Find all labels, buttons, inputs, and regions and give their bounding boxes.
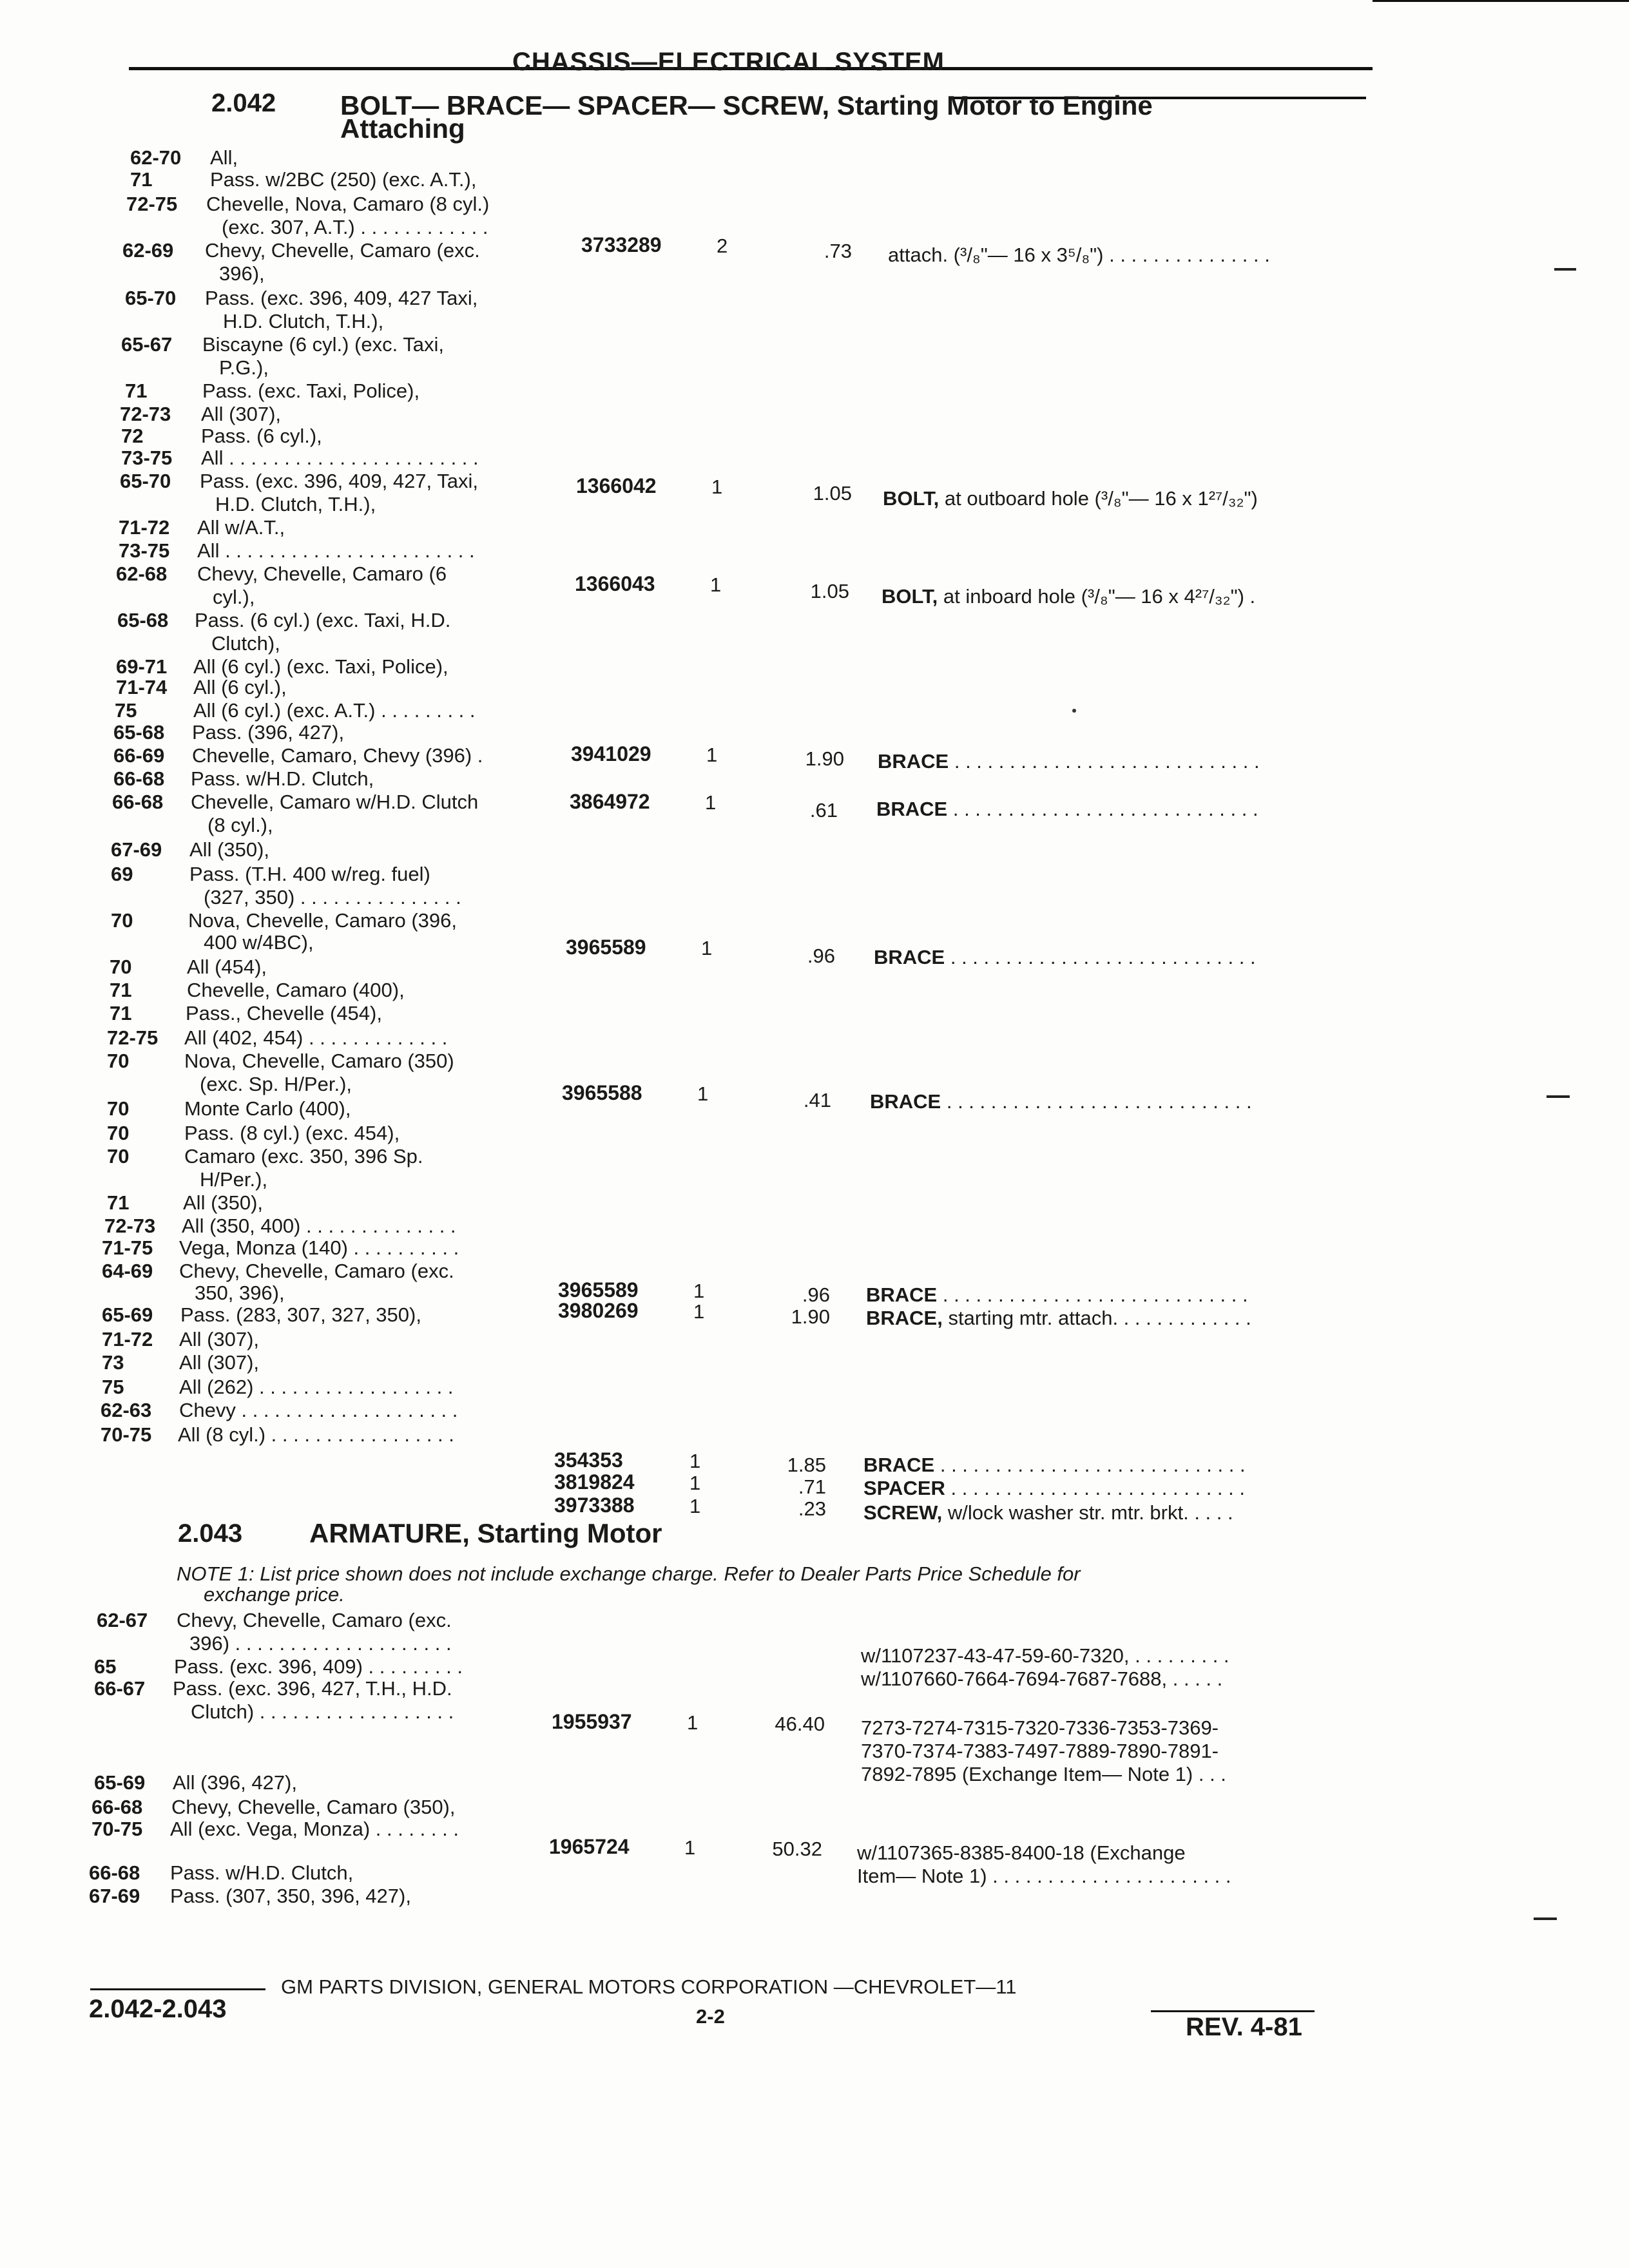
model-year: 73-75 bbox=[119, 539, 170, 562]
part-number: 3980269 bbox=[558, 1299, 639, 1322]
quantity: 1 bbox=[705, 791, 717, 814]
part-detail: . . . . . . . . . . . . . . . . . . . . . . . . . . . . bbox=[934, 1454, 1246, 1476]
part-detail: w/lock washer str. mtr. brkt. . . . . bbox=[942, 1501, 1233, 1524]
footer-rule-left bbox=[90, 1988, 265, 1990]
model-year: 65-67 bbox=[121, 333, 173, 356]
application-text: H.D. Clutch, T.H.), bbox=[215, 493, 376, 515]
application-text: Pass. w/H.D. Clutch, bbox=[170, 1861, 354, 1884]
section-title-2043: ARMATURE, Starting Motor bbox=[309, 1518, 662, 1548]
part-description bbox=[866, 1307, 1251, 1330]
part-description bbox=[882, 585, 1255, 608]
part-detail: starting mtr. attach. . . . . . . . . . . . . bbox=[942, 1307, 1251, 1329]
model-year: 73 bbox=[102, 1351, 124, 1374]
quantity: 1 bbox=[706, 744, 718, 766]
part-name: SPACER bbox=[863, 1477, 945, 1499]
application-text: Chevelle, Nova, Camaro (8 cyl.) bbox=[206, 193, 490, 215]
application-text: Clutch), bbox=[211, 632, 280, 655]
quantity: 1 bbox=[697, 1082, 709, 1105]
quantity: 1 bbox=[701, 937, 713, 959]
list-price: .71 bbox=[798, 1475, 826, 1498]
part-name: SCREW, bbox=[863, 1501, 943, 1524]
part-description bbox=[874, 946, 1256, 969]
section-number-2042: 2.042 bbox=[211, 89, 276, 117]
quantity: 1 bbox=[687, 1711, 699, 1734]
application-text: Pass. (exc. 396, 409, 427 Taxi, bbox=[205, 287, 478, 309]
list-price: 1.05 bbox=[813, 482, 852, 505]
application-text: 400 w/4BC), bbox=[204, 931, 314, 954]
part-description bbox=[876, 798, 1258, 821]
application-text: Chevy, Chevelle, Camaro (exc. bbox=[177, 1609, 452, 1631]
model-year: 71 bbox=[110, 1002, 132, 1024]
application-text: H.D. Clutch, T.H.), bbox=[223, 310, 384, 332]
part-detail: . . . . . . . . . . . . . . . . . . . . . . . . . . . . bbox=[949, 750, 1260, 773]
application-text: All (350), bbox=[189, 838, 270, 861]
margin-mark-2 bbox=[1547, 1095, 1570, 1098]
model-year: 67-69 bbox=[89, 1885, 140, 1907]
quantity: 1 bbox=[684, 1836, 696, 1859]
part-description bbox=[878, 750, 1260, 773]
model-year: 69 bbox=[111, 863, 133, 885]
application-text: All (6 cyl.) (exc. A.T.) . . . . . . . . . bbox=[193, 699, 476, 722]
application-text: Nova, Chevelle, Camaro (350) bbox=[184, 1050, 454, 1072]
quantity: 1 bbox=[711, 476, 723, 498]
application-text: Pass. w/H.D. Clutch, bbox=[191, 767, 374, 790]
note-line2: exchange price. bbox=[204, 1583, 345, 1606]
list-price: .23 bbox=[798, 1497, 826, 1520]
application-text: Chevelle, Camaro (400), bbox=[187, 979, 405, 1001]
application-text: All (exc. Vega, Monza) . . . . . . . . bbox=[170, 1818, 459, 1840]
model-year: 65-68 bbox=[117, 609, 169, 631]
application-text: H/Per.), bbox=[200, 1168, 268, 1191]
list-price: 1.05 bbox=[810, 580, 849, 602]
model-year: 71 bbox=[130, 168, 153, 191]
model-year: 72-75 bbox=[107, 1026, 159, 1049]
section-number-2043: 2.043 bbox=[178, 1519, 243, 1548]
part-detail: at outboard hole (³/₈"— 16 x 1²⁷/₃₂") bbox=[939, 487, 1258, 510]
model-year: 70-75 bbox=[101, 1423, 152, 1446]
part-description bbox=[870, 1090, 1252, 1113]
application-text: Monte Carlo (400), bbox=[184, 1097, 351, 1120]
part-detail: attach. (³/₈"— 16 x 3⁵/₈") . . . . . . . . . . . . . . . bbox=[888, 244, 1270, 266]
model-year: 70 bbox=[107, 1097, 130, 1120]
footer-page-number: 2-2 bbox=[696, 2005, 725, 2028]
model-year: 71-72 bbox=[119, 516, 170, 539]
application-text: All, bbox=[210, 146, 238, 169]
model-year: 66-67 bbox=[94, 1677, 146, 1700]
margin-mark-1 bbox=[1554, 268, 1576, 271]
list-price: .41 bbox=[803, 1089, 831, 1111]
application-text: cyl.), bbox=[213, 586, 255, 608]
model-year: 66-68 bbox=[113, 767, 165, 790]
model-year: 62-68 bbox=[116, 562, 168, 585]
application-text: All (350, 400) . . . . . . . . . . . . . . bbox=[182, 1215, 456, 1237]
part-detail: . . . . . . . . . . . . . . . . . . . . . . . . . . . . bbox=[947, 798, 1258, 820]
model-year: 75 bbox=[115, 699, 137, 722]
section-title-line1: BOLT— BRACE— SPACER— SCREW, Starting Motor to Engine bbox=[340, 90, 1153, 120]
part-description bbox=[863, 1477, 1245, 1500]
part-number: 3941029 bbox=[571, 742, 651, 765]
application-text: 350, 396), bbox=[195, 1282, 285, 1304]
application-text: 396) . . . . . . . . . . . . . . . . . . . . bbox=[189, 1632, 452, 1655]
model-year: 70 bbox=[107, 1050, 130, 1072]
model-year: 71-75 bbox=[102, 1236, 153, 1259]
application-text: All . . . . . . . . . . . . . . . . . . . . . . . bbox=[197, 539, 475, 562]
part-description: w/1107365-8385-8400-18 (Exchange bbox=[857, 1841, 1186, 1864]
part-description: w/1107237-43-47-59-60-7320, . . . . . . . . . bbox=[861, 1644, 1229, 1667]
application-text: Chevy, Chevelle, Camaro (exc. bbox=[205, 239, 480, 262]
part-number: 1955937 bbox=[552, 1710, 632, 1733]
list-price: 46.40 bbox=[775, 1713, 825, 1735]
part-description bbox=[888, 244, 1270, 267]
model-year: 70 bbox=[107, 1145, 130, 1168]
application-text: Pass. (T.H. 400 w/reg. fuel) bbox=[189, 863, 430, 885]
part-number: 3864972 bbox=[570, 790, 650, 813]
model-year: 72-73 bbox=[120, 403, 171, 425]
model-year: 71-72 bbox=[102, 1328, 153, 1350]
part-description bbox=[863, 1501, 1233, 1524]
part-number: 1366042 bbox=[576, 474, 657, 497]
application-text: Pass. (exc. Taxi, Police), bbox=[202, 380, 420, 402]
application-text: Pass. (6 cyl.), bbox=[201, 425, 322, 447]
list-price: .61 bbox=[809, 799, 838, 822]
part-number: 3733289 bbox=[581, 233, 662, 256]
application-text: (8 cyl.), bbox=[207, 814, 273, 836]
part-number: 3965589 bbox=[558, 1278, 639, 1302]
application-text: Pass., Chevelle (454), bbox=[186, 1002, 382, 1024]
model-year: 71-74 bbox=[116, 676, 168, 698]
application-text: All (307), bbox=[179, 1328, 260, 1350]
quantity: 1 bbox=[689, 1472, 701, 1494]
model-year: 62-69 bbox=[122, 239, 174, 262]
application-text: Vega, Monza (140) . . . . . . . . . . bbox=[179, 1236, 459, 1259]
part-description bbox=[863, 1454, 1246, 1477]
application-text: All (307), bbox=[201, 403, 282, 425]
list-price: .96 bbox=[807, 945, 835, 967]
part-number: 3973388 bbox=[554, 1494, 635, 1517]
part-name: BRACE, bbox=[866, 1307, 943, 1329]
application-text: Pass. (283, 307, 327, 350), bbox=[180, 1303, 421, 1326]
footer-rule-right bbox=[1151, 2010, 1315, 2012]
application-text: All (396, 427), bbox=[173, 1771, 297, 1794]
application-text: 396), bbox=[219, 262, 265, 285]
part-name: BRACE bbox=[863, 1454, 935, 1476]
part-name: BOLT, bbox=[882, 585, 938, 608]
model-year: 65-69 bbox=[102, 1303, 153, 1326]
application-text: Chevelle, Camaro w/H.D. Clutch bbox=[191, 791, 479, 813]
model-year: 65-68 bbox=[113, 721, 165, 744]
application-text: All (6 cyl.), bbox=[193, 676, 287, 698]
part-name: BRACE bbox=[876, 798, 948, 820]
section-title-2042 bbox=[340, 90, 1153, 144]
part-detail: at inboard hole (³/₈"— 16 x 4²⁷/₃₂") . bbox=[938, 585, 1256, 608]
list-price: 1.90 bbox=[805, 747, 844, 770]
model-year: 71 bbox=[110, 979, 132, 1001]
model-year: 64-69 bbox=[102, 1260, 153, 1282]
application-text: Pass. (8 cyl.) (exc. 454), bbox=[184, 1122, 400, 1144]
model-year: 69-71 bbox=[116, 655, 168, 678]
part-number: 354353 bbox=[554, 1448, 623, 1472]
speck-mark bbox=[1072, 709, 1076, 713]
application-text: Chevelle, Camaro, Chevy (396) . bbox=[192, 744, 483, 767]
list-price: 1.85 bbox=[787, 1454, 826, 1476]
application-text: Pass. (307, 350, 396, 427), bbox=[170, 1885, 411, 1907]
application-text: Camaro (exc. 350, 396 Sp. bbox=[184, 1145, 423, 1168]
footer-publisher: GM PARTS DIVISION, GENERAL MOTORS CORPORATION —CHEVROLET—11 bbox=[281, 1975, 1017, 1998]
part-name: BRACE bbox=[870, 1090, 941, 1113]
section-title-line2: Attaching bbox=[340, 113, 465, 144]
quantity: 1 bbox=[693, 1300, 705, 1323]
application-text: (exc. 307, A.T.) . . . . . . . . . . . . bbox=[222, 216, 488, 238]
model-year: 70 bbox=[110, 956, 132, 978]
list-price: 1.90 bbox=[791, 1305, 830, 1328]
part-description bbox=[883, 487, 1258, 510]
application-text: Pass. (exc. 396, 427, T.H., H.D. bbox=[173, 1677, 452, 1700]
model-year: 73-75 bbox=[121, 447, 173, 469]
part-detail: . . . . . . . . . . . . . . . . . . . . . . . . . . . . bbox=[945, 946, 1256, 968]
model-year: 66-68 bbox=[92, 1796, 143, 1818]
part-detail: . . . . . . . . . . . . . . . . . . . . . . . . . . . . bbox=[937, 1283, 1248, 1306]
part-name: BOLT, bbox=[883, 487, 940, 510]
application-text: Chevy, Chevelle, Camaro (6 bbox=[197, 562, 447, 585]
model-year: 65 bbox=[94, 1655, 117, 1678]
application-text: Chevy, Chevelle, Camaro (350), bbox=[171, 1796, 456, 1818]
model-year: 71 bbox=[107, 1191, 130, 1214]
note-line1: NOTE 1: List price shown does not include exchange charge. Refer to Dealer Parts Price Schedule for bbox=[177, 1562, 1081, 1585]
application-text: Pass. (exc. 396, 409, 427, Taxi, bbox=[200, 470, 478, 492]
application-text: P.G.), bbox=[219, 356, 269, 379]
model-year: 72 bbox=[121, 425, 144, 447]
application-text: All (307), bbox=[179, 1351, 260, 1374]
application-text: All (8 cyl.) . . . . . . . . . . . . . . . . . bbox=[178, 1423, 454, 1446]
application-text: All (454), bbox=[187, 956, 267, 978]
application-text: All (6 cyl.) (exc. Taxi, Police), bbox=[193, 655, 448, 678]
part-description: 7370-7374-7383-7497-7889-7890-7891- bbox=[861, 1740, 1219, 1762]
model-year: 62-70 bbox=[130, 146, 182, 169]
model-year: 70-75 bbox=[92, 1818, 143, 1840]
part-description bbox=[866, 1283, 1248, 1307]
model-year: 62-67 bbox=[97, 1609, 148, 1631]
part-number: 3965589 bbox=[566, 936, 646, 959]
header-rule-top-right bbox=[1373, 0, 1629, 2]
model-year: 65-70 bbox=[125, 287, 177, 309]
model-year: 65-69 bbox=[94, 1771, 146, 1794]
application-text: All w/A.T., bbox=[197, 516, 285, 539]
application-text: Pass. (6 cyl.) (exc. Taxi, H.D. bbox=[195, 609, 451, 631]
part-number: 3965588 bbox=[562, 1081, 642, 1104]
application-text: All . . . . . . . . . . . . . . . . . . . . . . . bbox=[201, 447, 479, 469]
part-description: 7273-7274-7315-7320-7336-7353-7369- bbox=[861, 1716, 1219, 1739]
application-text: (327, 350) . . . . . . . . . . . . . . . bbox=[204, 886, 461, 908]
part-number: 3819824 bbox=[554, 1470, 635, 1494]
application-text: Biscayne (6 cyl.) (exc. Taxi, bbox=[202, 333, 444, 356]
part-number: 1366043 bbox=[575, 572, 655, 595]
footer-section-code: 2.042-2.043 bbox=[89, 1995, 227, 2023]
application-text: Pass. (exc. 396, 409) . . . . . . . . . bbox=[174, 1655, 463, 1678]
model-year: 62-63 bbox=[101, 1399, 152, 1421]
quantity: 2 bbox=[717, 235, 728, 257]
application-text: Clutch) . . . . . . . . . . . . . . . . . . bbox=[191, 1700, 454, 1723]
application-text: Pass. (396, 427), bbox=[192, 721, 345, 744]
quantity: 1 bbox=[710, 573, 722, 596]
part-detail: . . . . . . . . . . . . . . . . . . . . . . . . . . . bbox=[945, 1477, 1245, 1499]
part-name: BRACE bbox=[878, 750, 949, 773]
quantity: 1 bbox=[689, 1450, 701, 1472]
model-year: 70 bbox=[107, 1122, 130, 1144]
list-price: .73 bbox=[824, 240, 852, 262]
model-year: 66-68 bbox=[89, 1861, 140, 1884]
application-text: Chevy . . . . . . . . . . . . . . . . . . . . bbox=[179, 1399, 458, 1421]
application-text: All (262) . . . . . . . . . . . . . . . . . . bbox=[179, 1376, 454, 1398]
quantity: 1 bbox=[693, 1280, 705, 1302]
application-text: All (350), bbox=[183, 1191, 264, 1214]
application-text: Nova, Chevelle, Camaro (396, bbox=[188, 909, 457, 932]
part-name: BRACE bbox=[866, 1283, 938, 1306]
model-year: 66-69 bbox=[113, 744, 165, 767]
footer-revision: REV. 4-81 bbox=[1186, 2013, 1302, 2041]
page-title: CHASSIS—ELECTRICAL SYSTEM bbox=[512, 48, 945, 76]
application-text: Chevy, Chevelle, Camaro (exc. bbox=[179, 1260, 454, 1282]
model-year: 72-75 bbox=[126, 193, 178, 215]
model-year: 72-73 bbox=[104, 1215, 156, 1237]
model-year: 75 bbox=[102, 1376, 124, 1398]
part-detail: . . . . . . . . . . . . . . . . . . . . . . . . . . . . bbox=[941, 1090, 1252, 1113]
application-text: Pass. w/2BC (250) (exc. A.T.), bbox=[210, 168, 477, 191]
part-number: 1965724 bbox=[549, 1835, 630, 1858]
margin-mark-3 bbox=[1534, 1917, 1557, 1920]
application-text: All (402, 454) . . . . . . . . . . . . . bbox=[184, 1026, 448, 1049]
list-price: 50.32 bbox=[772, 1838, 822, 1860]
part-description: Item— Note 1) . . . . . . . . . . . . . . . . . . . . . . bbox=[857, 1865, 1231, 1887]
model-year: 65-70 bbox=[120, 470, 171, 492]
model-year: 66-68 bbox=[112, 791, 164, 813]
application-text: (exc. Sp. H/Per.), bbox=[200, 1073, 352, 1095]
part-name: BRACE bbox=[874, 946, 945, 968]
model-year: 70 bbox=[111, 909, 133, 932]
part-description: 7892-7895 (Exchange Item— Note 1) . . . bbox=[861, 1763, 1226, 1785]
part-description: w/1107660-7664-7694-7687-7688, . . . . . bbox=[861, 1667, 1223, 1690]
model-year: 67-69 bbox=[111, 838, 162, 861]
model-year: 71 bbox=[125, 380, 148, 402]
quantity: 1 bbox=[689, 1495, 701, 1517]
list-price: .96 bbox=[802, 1283, 830, 1306]
